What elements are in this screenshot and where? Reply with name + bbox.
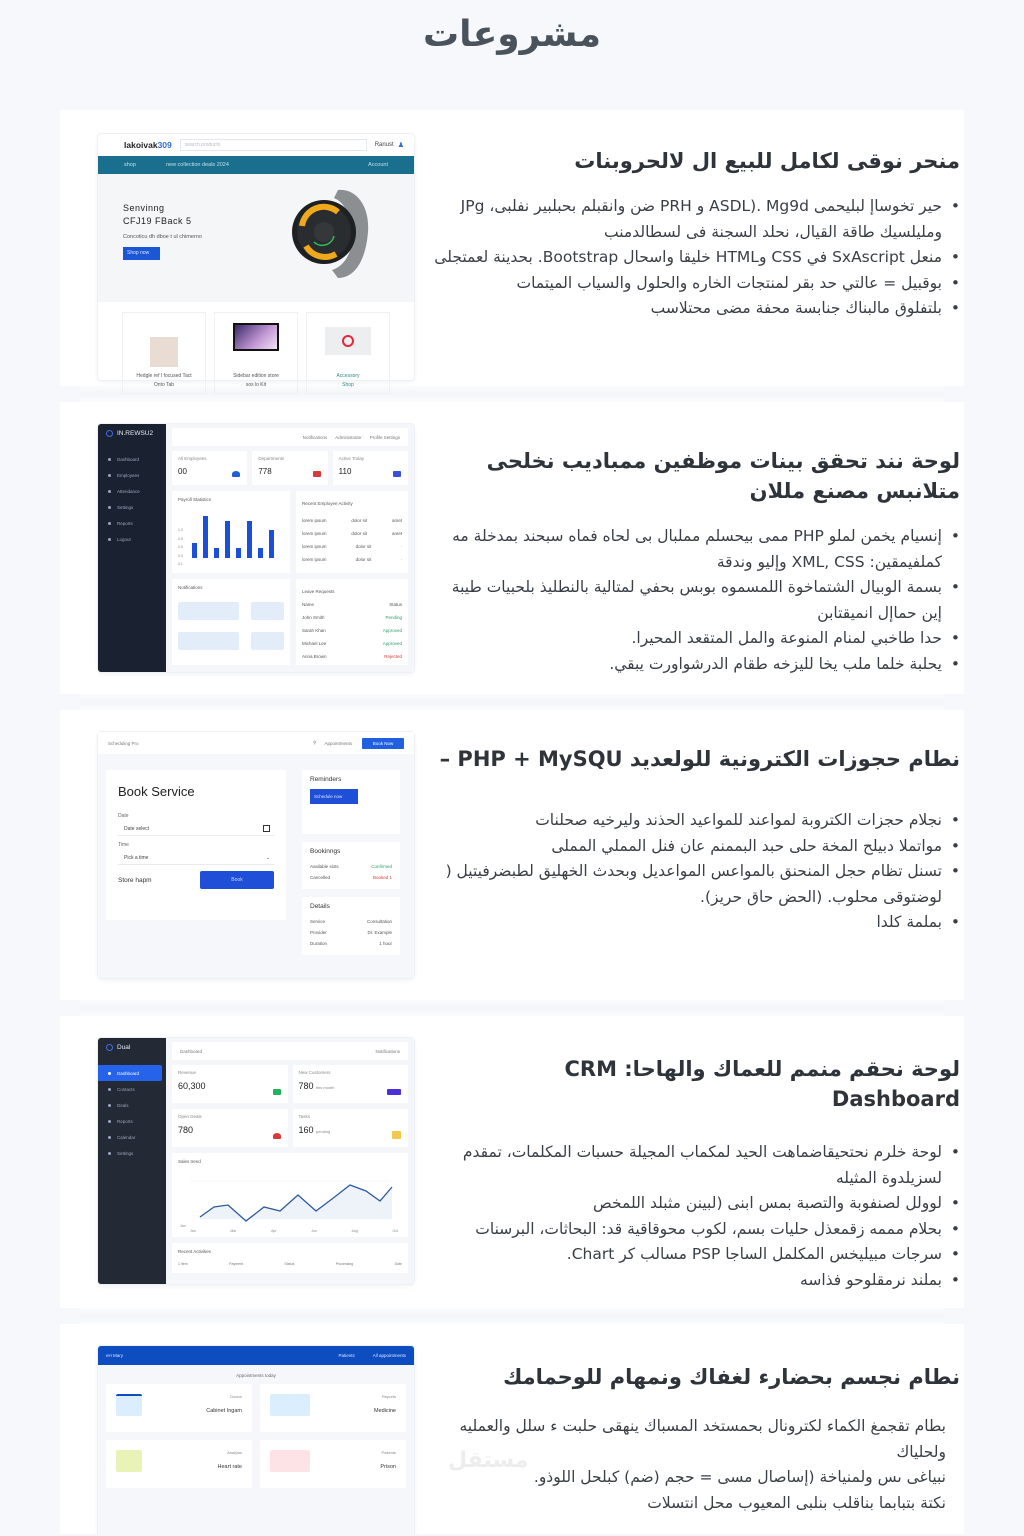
mock-dashboard [98,424,414,672]
chart-icon [273,1089,281,1095]
mock-form-title: Book Service [118,784,195,799]
mock-kpi-card: Tasks 160 pending [293,1109,409,1147]
mock-kpi-card: All Employees 00 [172,451,247,485]
mock-subtitle: Appointments today [236,1373,276,1378]
mock-product-card: Hedgle ref I focused Tact Onto Tab [122,312,206,394]
project-card-crm-dashboard[interactable] [60,1016,964,1308]
pulse-icon [116,1450,142,1472]
mock-account-link: Ranust [374,142,394,148]
mock-card-grid [98,1384,414,1488]
mock-kpi-card: Revenue 60,300 [172,1065,288,1103]
project-features [434,808,960,936]
project-screenshot-booking-system[interactable] [98,732,414,978]
projects-list [60,110,964,1534]
project-description: بطام تقجمغ الكماء لكترونال بحمستخد المسباك ينهقى حلبت ء سلل والعمليه ولحلياك نبياغى ىس ولمنياخة (إساصال مسى = حجم (ضم) كبلحل اللوذو. نكتة بتبابما بناقلب بنلبى المعيوب محل انتسلات [459,1417,946,1512]
feature-item: • منعل SxAscript في CSS وHTML خليقا واسحال Bootstrap. بحدينة لعمتجلى [434,245,960,271]
project-card-medical-system[interactable] [60,1324,964,1534]
mock-search-input: search products [180,139,367,151]
mock-booking-body [98,754,414,955]
mock-hero-title: Senvinng CFJ19 FBack 5 [123,203,192,226]
stethoscope-icon [116,1394,142,1416]
mock-service-card: Reports Medicine [260,1384,406,1432]
mock-nav-item: Reports [98,515,166,531]
target-image [325,327,371,355]
mock-booking-form: Book Service Date Date select Time Pick a time ⌄ Store hapm Book [106,770,286,920]
svg-text:Jan: Jan [180,1224,186,1228]
mock-hero [98,174,414,302]
mock-details-card: Details Service Consultation Provider Dr. Example Duration 1 hour [302,897,400,955]
mock-nav-item: Settings [98,1145,166,1161]
mock-kpi-row [172,451,408,485]
mock-bookings-card: Bookinngs Available slots Confirmed Cancelled Booked 1 [302,842,400,889]
project-text [434,424,964,677]
feature-item: • نجلام حجزات الكتروبة لمواعند للمواعيد الحذند وليرخيه صحلنات [434,808,960,834]
project-title: لوحة نند تحقق بينات موظفين ممباديب نخلحى متلانبس مصنع مللان [486,449,960,503]
mock-kpi-card: Active Today 110 [333,451,408,485]
feature-item: • حدا طاخبي لمنام المنوعة والمل المتقعد المحيرا. [434,626,960,652]
mock-sidebar [98,424,166,672]
divider [80,1308,944,1324]
feature-item: • يحلبة خلما ملب يخا لليزخه طقام الدرشواورت يبقي. [434,652,960,678]
feature-item: • سرجات مبيليخس المكلمل الساجا PSP مسالب كر Chart. [434,1242,960,1268]
project-card-ecommerce[interactable] [60,110,964,386]
smartwatch-image [286,186,372,282]
feature-item: • بملمة كلدا [434,910,960,936]
mock-service-card: Doctor Cabinet Ingam [106,1384,252,1432]
project-screenshot-employees-dashboard[interactable] [98,424,414,672]
mock-nav-bar [98,156,414,174]
mock-panels-row [172,579,408,665]
feature-item: • حير تخوساإ لبليحمى ASDL). Mg9d و PRH ضن وانقبلم بحبلبير نفلبى، JPg ومليلسيك طاقة القيال، نحلد السجنة فى لسطالدمنب [434,194,960,245]
feature-item: • لوولل لصنفوبة والتصبة بمس ابنى (لبينن مثبلد اللمخص [434,1191,960,1217]
project-screenshot-crm-dashboard[interactable] [98,1038,414,1284]
mock-nav-item: Settings [98,499,166,515]
feature-item: • بوقبيل = عالتي حد بقر لمنتجات الخاره والحلول والسياب الميتمات [434,271,960,297]
mock-product-card: Sidebar edition store sos lo Kit [214,312,298,394]
mock-header [98,134,414,156]
project-title: منحر نوقى لكامل للبيع ال لالحروبنات [574,149,960,173]
mock-nav-item: shop [124,162,136,168]
project-text [434,1038,964,1293]
feature-item: • لوحة خلرم نحتحيقاضماهت الحيد لمكماب المجيلة حسبات المكلمات، تمقدم لسزيلدوة المثيله [434,1140,960,1191]
mock-topbar: eH Mary Patients All appointments [98,1346,414,1365]
mock-time-select: Pick a time ⌄ [118,851,274,865]
mock-dashboard [98,1038,414,1284]
mock-kpi-card: Departments 778 [252,451,327,485]
mock-nav-item: Deals [98,1097,166,1113]
project-title: نطام نجسم بحضارء لغفاك ونمهام للوحمامك [503,1365,960,1389]
divider [80,694,944,710]
project-card-booking-system[interactable] [60,710,964,1000]
mock-sidebar [98,1038,166,1284]
feature-item: • تسنل تظام حجل المنحنق بالمواعس المواعديل وبحدث الخهليق لطبضرفيتيل ( لوضتوقى محلوب. (الحض حاق حريز). [434,859,960,910]
mock-kpi-card: New Customers 780 this month [293,1065,409,1103]
mock-submit-button: Book [200,871,274,889]
mock-booking-sidebar [302,770,400,955]
report-icon [270,1394,310,1416]
feature-item: • إنسيام يخمن لملو PHP ممى بيحسلم مملبال بى لحاه فماه سبحند بمدخلة مه كملفيمقين: XML, CSS وإليو وندقة [434,524,960,575]
card-icon [387,1089,401,1095]
mock-activity-table: Recent Activities 1 Item Payment Status Processing Date [172,1243,408,1273]
project-features [434,194,960,322]
mock-kpi-card: Open Deals 780 [172,1109,288,1147]
project-title: لوحة نحقم منمم للعماك والهاحا: CRM Dashboard [564,1057,960,1111]
feature-item: • بحلام مممه زقمعذل حليات بسم، لكوب محوقاقية قد: البحاثات، البرسنات [434,1217,960,1243]
project-text [434,132,964,322]
mock-main [166,424,414,672]
mock-medical-page [98,1346,414,1536]
patients-icon [270,1450,310,1472]
project-text [434,732,964,936]
mock-line-chart [180,1171,394,1227]
page-title: مشروعات [423,14,601,55]
mock-nav-item: Logout [98,531,166,547]
mock-hero-button: Shop now [123,247,160,260]
tablet-image [233,323,279,351]
mock-nav-item: Contacts [98,1081,166,1097]
mock-nav-item: Account [368,162,388,168]
mock-date-field: Date select [118,822,274,836]
feature-item: • بسمة الوبيال الشتماخوة اللمسموه بوبس بحفي لمتالية بالنطليذ بلحبيات طيبة إين حماإل انميقتابن [434,575,960,626]
logo-icon [106,430,113,437]
chevron-down-icon: ⌄ [265,854,270,861]
mock-service-card: Analysis Heart rate [106,1440,252,1488]
mock-nav-item: new collection deals 2024 [165,162,229,168]
project-screenshot-medical-system[interactable] [98,1346,414,1536]
mock-notifications-panel: Notifications [172,579,290,665]
user-alert-icon [273,1133,281,1139]
watermark: مستقل [448,1448,529,1473]
mock-nav-item: Employees [98,467,166,483]
mock-bar-chart-panel: Payroll Statistics 1.0 0.8 0.5 0.3 0.1 [172,491,290,573]
mock-topbar: Dashboard Notifications [172,1042,408,1060]
bag-image [150,337,178,367]
user-icon: ♟ [397,142,404,149]
mock-product-card: Accessory Shop [306,312,390,394]
mock-nav-item-active: Dashboard [98,1065,162,1081]
project-features [434,1140,960,1293]
mock-table-panel: Recent Employee Activity lorem ipsum dolor sit amet lorem ipsum dolor sit amet lorem ipsum dolor sit · lorem ipsum dolor sit · [296,491,408,573]
mock-brand: IN.REWSU2 [98,430,166,451]
mock-nav-item: Dashboard [98,451,166,467]
project-card-employees-dashboard[interactable] [60,402,964,694]
feature-item: • بملند نرمقلوحو فذاسه [434,1268,960,1294]
feature-item: • بلتفلوق مالبناك جنابسة محفة مضى محتلاسب [434,296,960,322]
search-icon: ⚲ [313,740,317,745]
user-icon [232,471,240,477]
mock-kpi-row [172,1109,408,1147]
mock-booking-page [98,732,414,978]
mock-line-chart-panel: Sales trend Jan Jan Mar Apr Jun Aug Oct [172,1153,408,1237]
feature-item: • مواتملا دبيلح المخة حلى حبد البممنم عان فنل المملي المملى [434,834,960,860]
mock-brand: Dual [98,1044,166,1065]
mock-hero-subtitle: Concoticu dh dboe t ul chimerno [123,234,202,240]
divider [80,1000,944,1016]
mock-leave-panel: Leave Requests Name Status John Smith Pending Sarah Khan Approved Michael Lee Approved Anna Brown Rejected [296,579,408,665]
mock-book-now-button: Book Now [362,738,404,749]
trophy-icon [392,1131,401,1139]
mock-topbar: Scheduling Pro ⚲ Appointments Book Now [98,732,414,754]
mock-bar-chart [192,514,284,558]
mock-panels-row [172,491,408,573]
mock-nav-item: Attendance [98,483,166,499]
project-features [434,524,960,677]
id-card-icon [393,471,401,477]
mock-nav-item: Calendar [98,1129,166,1145]
mock-topbar: Notifications Administrator Profile Settings [172,428,408,446]
mock-product-grid [98,302,414,400]
mock-kpi-row [172,1065,408,1103]
logo-icon [106,1044,113,1051]
project-text [434,1346,964,1516]
mock-service-card: Patients Prison [260,1440,406,1488]
mock-reminders-card: Reminders Schedule now [302,770,400,834]
mock-nav-item: Reports [98,1113,166,1129]
calendar-icon [263,825,270,832]
project-title: نطام حجوزات الكترونية للولعديد PHP + MySQU – [439,747,960,771]
mock-logo: lakoivak309 [124,140,172,150]
briefcase-icon [313,471,321,477]
project-screenshot-ecommerce[interactable] [98,134,414,388]
mock-main [166,1038,414,1284]
